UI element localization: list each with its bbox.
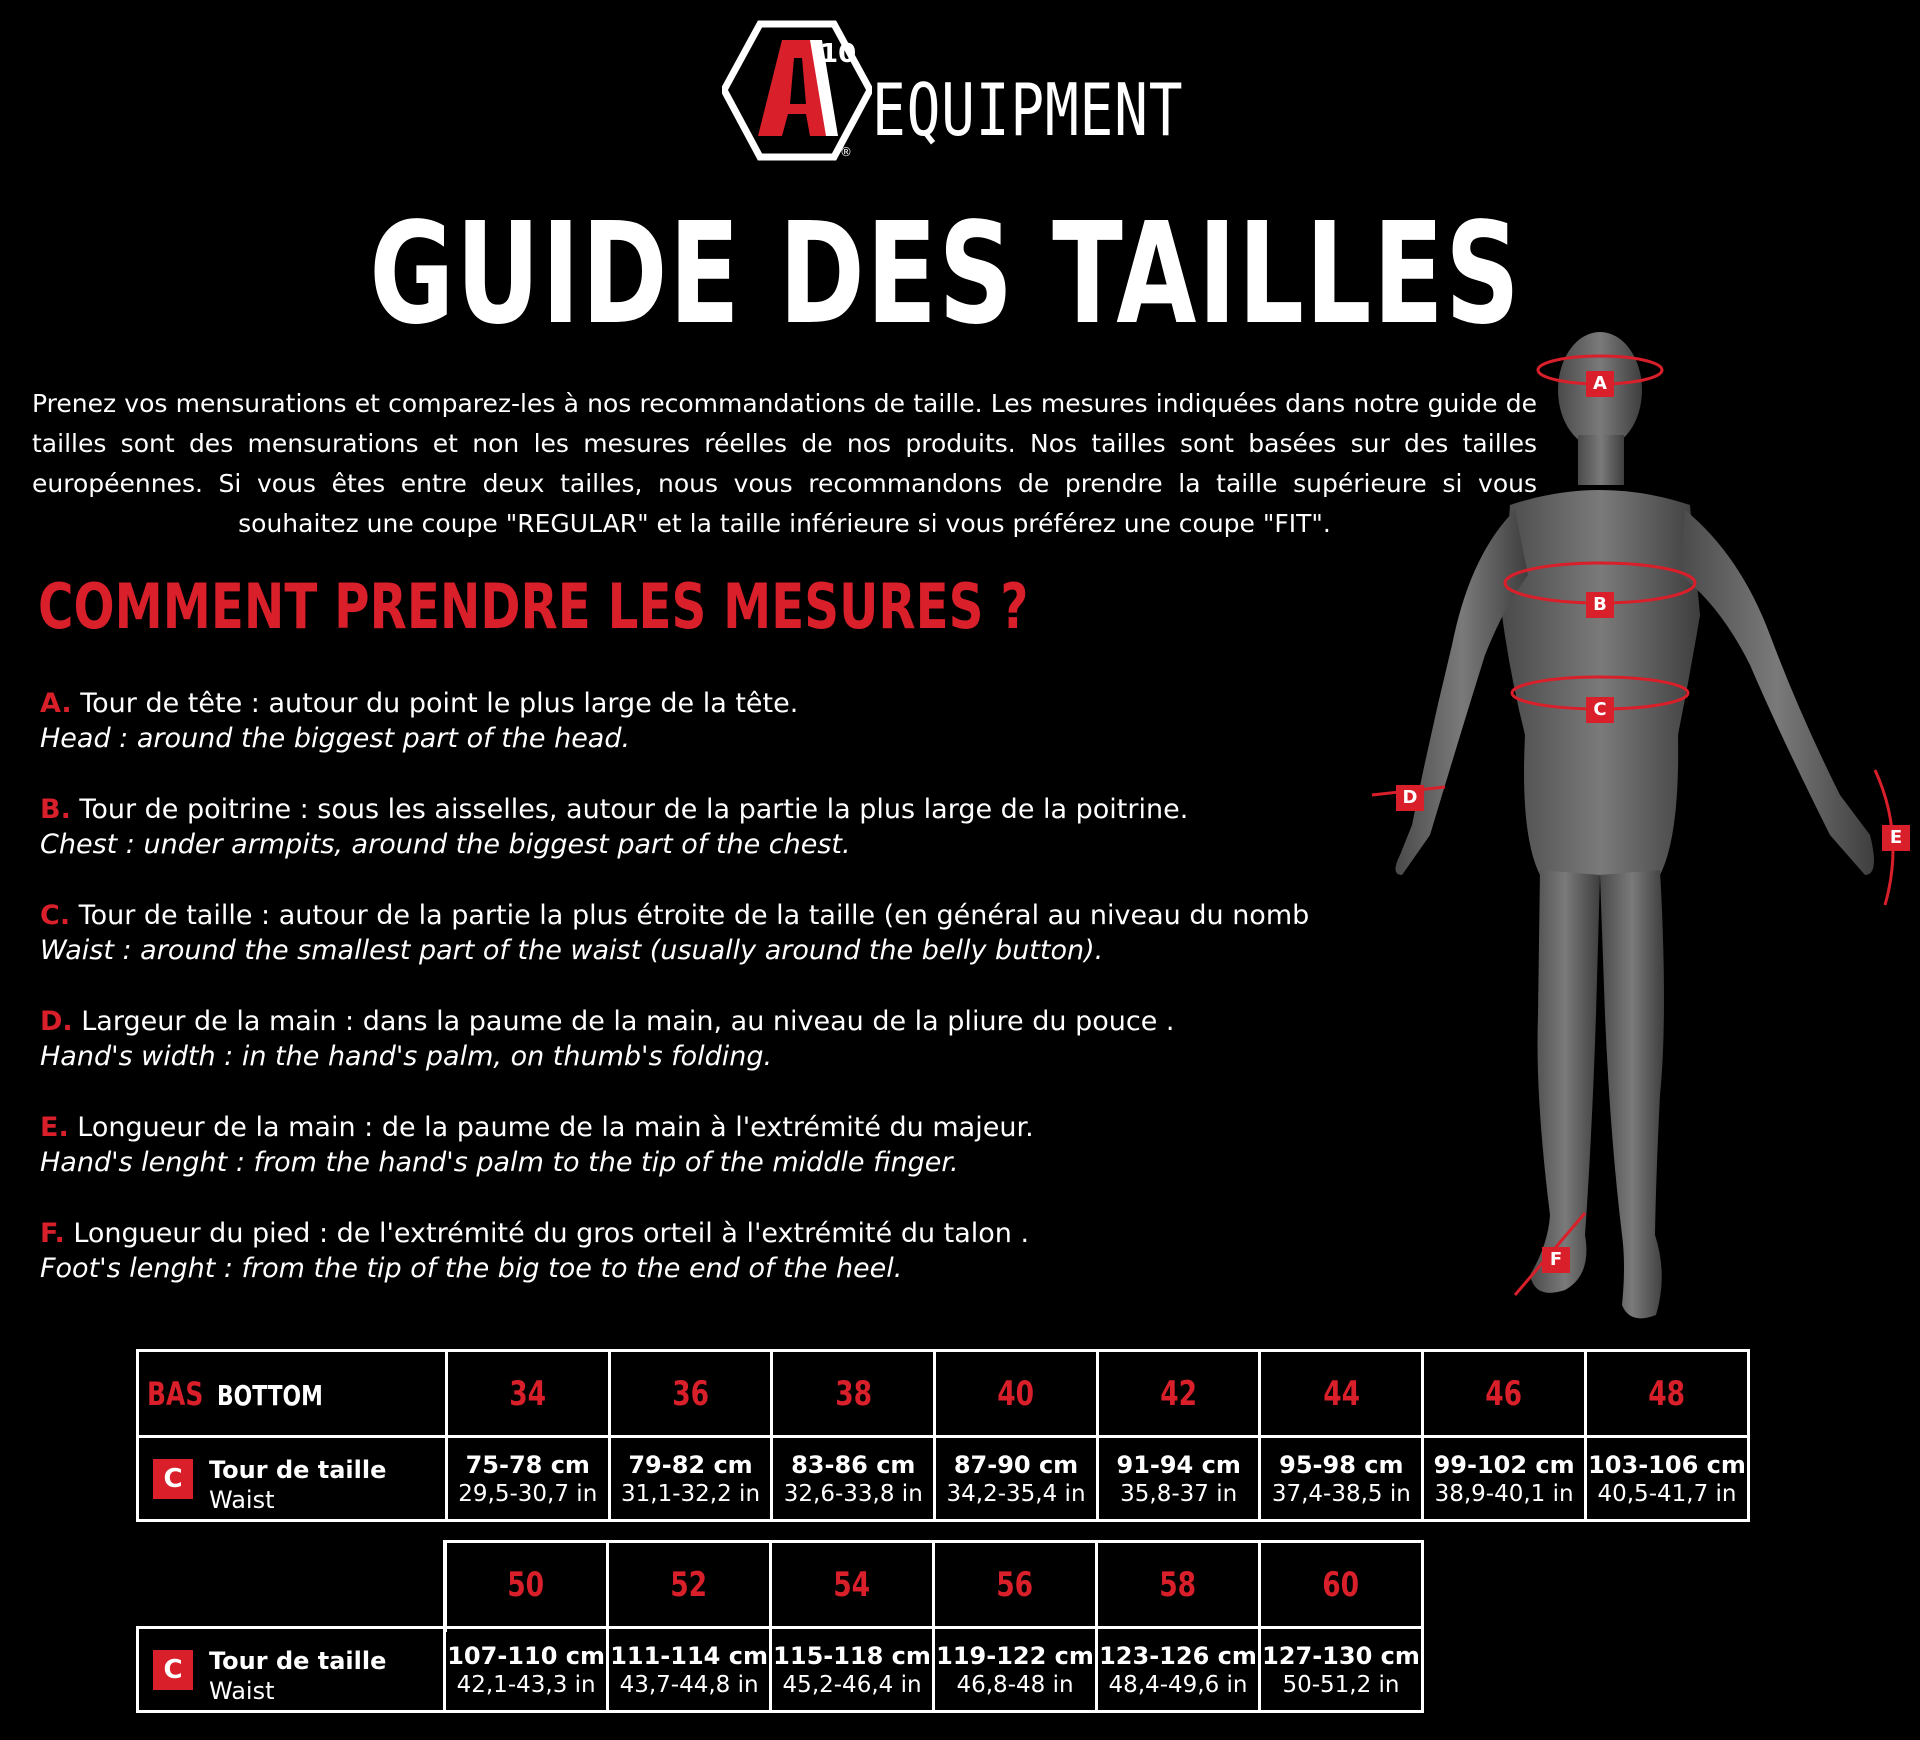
size-header: 52 [608, 1542, 771, 1628]
marker-d: D [1396, 785, 1424, 811]
step-a: A. Tour de tête : autour du point le plus large de la tête. Head : around the biggest part of the head. [40, 688, 799, 754]
waist-row-label: C Tour de taille Waist [138, 1437, 447, 1521]
svg-text:10: 10 [820, 39, 857, 69]
waist-row-label: C Tour de taille Waist [138, 1628, 445, 1712]
size-header: 48 [1585, 1351, 1748, 1437]
table-corner-label: BAS BOTTOM [138, 1351, 447, 1437]
waist-value: 91-94 cm 35,8-37 in [1097, 1437, 1260, 1521]
size-header: 54 [771, 1542, 934, 1628]
intro-paragraph: Prenez vos mensurations et comparez-les à nos recommandations de taille. Les mesures indiquées dans notre guide de tailles sont des mensurations et non les mesures réelles de nos produits. Nos tailles sont basées sur des tailles européennes. Si vous êtes entre deux tailles, nous vous recommandons de prendre la taille supérieure si vous souhaitez une coupe "REGULAR" et la taille inférieure si vous préférez une coupe "FIT". [32, 389, 1537, 538]
size-header: 34 [446, 1351, 609, 1437]
size-header: 40 [935, 1351, 1098, 1437]
size-header: 56 [934, 1542, 1097, 1628]
a10-logo-icon [722, 18, 872, 163]
step-f: F. Longueur du pied : de l'extrémité du gros orteil à l'extrémité du talon . Foot's lenght : from the tip of the big toe to the end of the heel. [40, 1218, 1030, 1284]
step-b: B. Tour de poitrine : sous les aisselles, autour de la partie la plus large de la poitrine. Chest : under armpits, around the biggest part of the chest. [40, 794, 1189, 860]
waist-value: 115-118 cm 45,2-46,4 in [771, 1628, 934, 1712]
waist-value: 75-78 cm 29,5-30,7 in [446, 1437, 609, 1521]
size-header: 58 [1097, 1542, 1260, 1628]
size-header: 38 [772, 1351, 935, 1437]
size-table-2 [136, 1540, 1424, 1713]
waist-value: 123-126 cm 48,4-49,6 in [1097, 1628, 1260, 1712]
waist-value: 107-110 cm 42,1-43,3 in [445, 1628, 608, 1712]
size-header: 46 [1423, 1351, 1586, 1437]
brand-logo [722, 18, 1182, 163]
mannequin-icon [1360, 315, 1920, 1335]
waist-value: 119-122 cm 46,8-48 in [934, 1628, 1097, 1712]
size-header: 50 [445, 1542, 608, 1628]
waist-value: 103-106 cm 40,5-41,7 in [1585, 1437, 1748, 1521]
size-header: 44 [1260, 1351, 1423, 1437]
marker-c: C [1586, 697, 1614, 723]
table-empty-corner [138, 1542, 445, 1628]
waist-badge: C [153, 1459, 193, 1499]
waist-value: 87-90 cm 34,2-35,4 in [935, 1437, 1098, 1521]
waist-badge: C [153, 1650, 193, 1690]
step-e: E. Longueur de la main : de la paume de la main à l'extrémité du majeur. Hand's lenght : from the hand's palm to the tip of the middle finger. [40, 1112, 1034, 1178]
size-header: 36 [609, 1351, 772, 1437]
measure-heading: COMMENT PRENDRE LES MESURES ? [38, 570, 1029, 643]
step-c: C. Tour de taille : autour de la partie la plus étroite de la taille (en général au niveau du nomb Waist : around the smallest part of the waist (usually around the belly button). [40, 900, 1310, 966]
page-title: GUIDE DES TAILLES [369, 193, 1521, 356]
body-figure [1360, 315, 1920, 1335]
waist-value: 79-82 cm 31,1-32,2 in [609, 1437, 772, 1521]
size-table-1 [136, 1349, 1750, 1522]
marker-a: A [1586, 371, 1614, 397]
marker-b: B [1586, 592, 1614, 618]
waist-value: 95-98 cm 37,4-38,5 in [1260, 1437, 1423, 1521]
step-d: D. Largeur de la main : dans la paume de la main, au niveau de la pliure du pouce . Hand's width : in the hand's palm, on thumb's folding. [40, 1006, 1175, 1072]
measurement-steps [40, 686, 1350, 1306]
size-header: 42 [1097, 1351, 1260, 1437]
waist-value: 127-130 cm 50-51,2 in [1259, 1628, 1422, 1712]
waist-value: 111-114 cm 43,7-44,8 in [608, 1628, 771, 1712]
marker-e: E [1882, 825, 1910, 851]
marker-f: F [1542, 1247, 1570, 1273]
size-header: 60 [1259, 1542, 1422, 1628]
brand-wordmark: EQUIPMENT [872, 68, 1184, 152]
waist-value: 83-86 cm 32,6-33,8 in [772, 1437, 935, 1521]
svg-text:®: ® [840, 145, 852, 159]
waist-value: 99-102 cm 38,9-40,1 in [1423, 1437, 1586, 1521]
